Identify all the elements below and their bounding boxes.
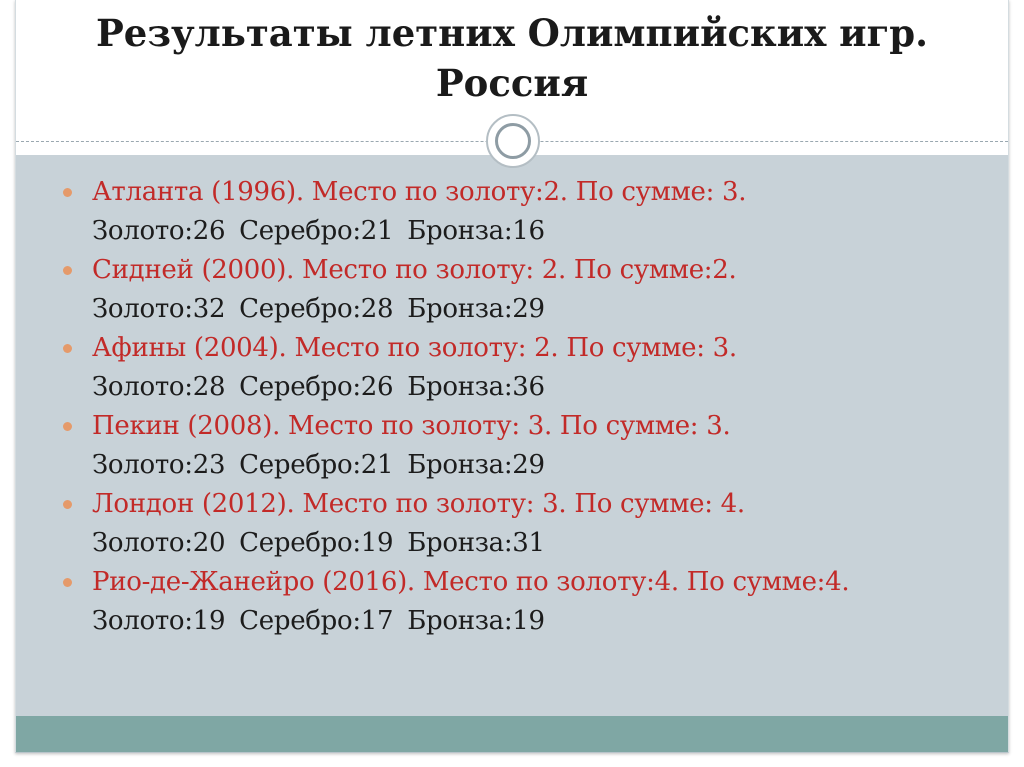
medal-counts: Золото:32 Серебро:28 Бронза:29 <box>92 294 545 324</box>
medal-counts: Золото:19 Серебро:17 Бронза:19 <box>92 606 545 636</box>
list-item <box>62 407 992 485</box>
medal-counts: Золото:26 Серебро:21 Бронза:16 <box>92 216 545 246</box>
medal-counts: Золото:20 Серебро:19 Бронза:31 <box>92 528 545 558</box>
games-heading: Лондон (2012). Место по золоту: 3. По сумме: 4. <box>92 489 745 519</box>
bullet-dot-icon <box>63 578 72 587</box>
footer-bar <box>16 716 1008 752</box>
inner-circle-ornament-icon <box>495 123 531 159</box>
list-item <box>62 563 992 641</box>
medal-counts: Золото:28 Серебро:26 Бронза:36 <box>92 372 545 402</box>
list-item <box>62 251 992 329</box>
bullet-dot-icon <box>63 422 72 431</box>
bullet-dot-icon <box>63 344 72 353</box>
results-list <box>62 173 992 641</box>
medal-counts: Золото:23 Серебро:21 Бронза:29 <box>92 450 545 480</box>
list-item <box>62 485 992 563</box>
title-line-1: Результаты летних Олимпийских игр. <box>95 11 929 55</box>
bullet-dot-icon <box>63 188 72 197</box>
title-line-2: Россия <box>435 61 589 105</box>
games-heading: Афины (2004). Место по золоту: 2. По сумме: 3. <box>92 333 737 363</box>
games-heading: Атланта (1996). Место по золоту:2. По сумме: 3. <box>92 177 747 207</box>
list-item <box>62 173 992 251</box>
games-heading: Сидней (2000). Место по золоту: 2. По сумме:2. <box>92 255 737 285</box>
games-heading: Рио-де-Жанейро (2016). Место по золоту:4. По сумме:4. <box>92 567 850 597</box>
list-item <box>62 329 992 407</box>
page-title <box>16 8 1008 108</box>
bullet-dot-icon <box>63 266 72 275</box>
slide-frame <box>15 0 1009 753</box>
double-circle-ornament-icon <box>486 114 540 168</box>
games-heading: Пекин (2008). Место по золоту: 3. По сумме: 3. <box>92 411 731 441</box>
bullet-dot-icon <box>63 500 72 509</box>
